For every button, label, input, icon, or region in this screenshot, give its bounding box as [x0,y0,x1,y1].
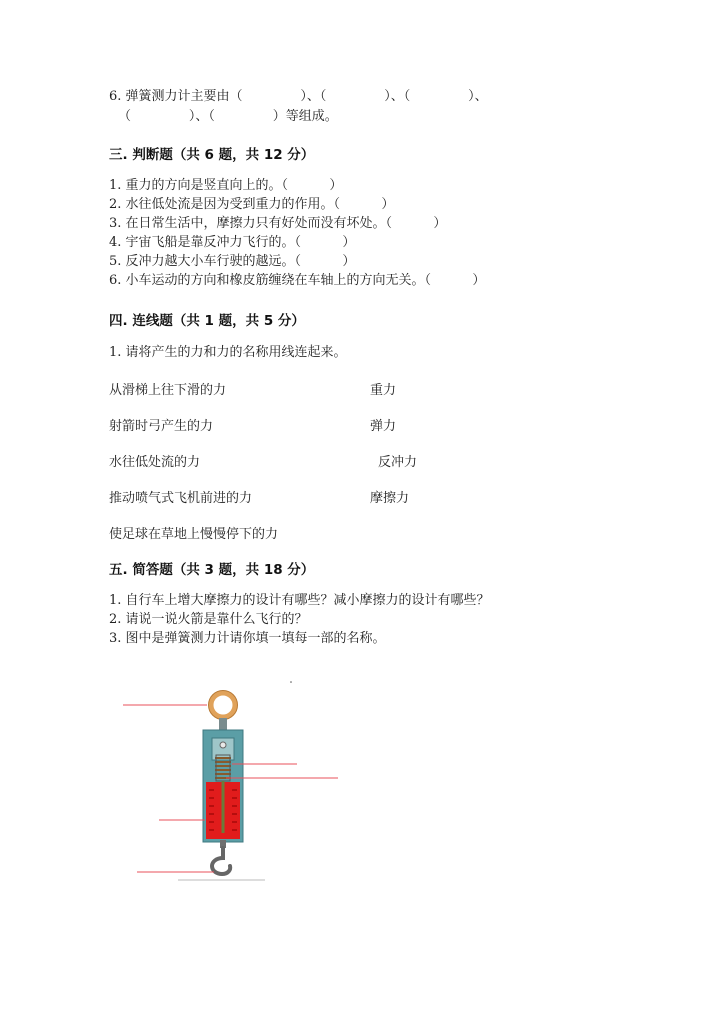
judge-item-4: 4. 宇宙飞船是靠反冲力飞行的。（ ） [109,235,356,250]
judge-item-3: 3. 在日常生活中，摩擦力只有好处而没有坏处。（ ） [109,216,447,231]
matching-left-5: 使足球在草地上慢慢停下的力 [109,527,279,542]
short-answer-1: 1. 自行车上增大摩擦力的设计有哪些？减小摩擦力的设计有哪些？ [109,593,490,608]
section-3-title: 三. 判断题（共 6 题，共 12 分） [109,147,315,163]
q6-line-1: 6. 弹簧测力计主要由（ ）、（ ）、（ ）、 [109,89,488,104]
matching-right-1: 重力 [370,383,397,398]
q6-line-2: （ ）、（ ）等组成。 [118,109,338,124]
spring-top-pin [220,742,226,748]
judge-item-5: 5. 反冲力越大小车行驶的越远。（ ） [109,254,356,269]
matching-right-4: 摩擦力 [370,491,410,506]
matching-left-2: 射箭时弓产生的力 [109,419,214,434]
judge-item-1: 1. 重力的方向是竖直向上的。（ ） [109,178,343,193]
matching-left-4: 推动喷气式飞机前进的力 [109,491,253,506]
hook-icon [212,848,230,874]
matching-left-1: 从滑梯上往下滑的力 [109,383,227,398]
short-answer-3: 3. 图中是弹簧测力计请你填一填每一部的名称。 [109,631,386,646]
judge-item-6: 6. 小车运动的方向和橡皮筋缠绕在车轴上的方向无关。（ ） [109,273,486,288]
judge-item-2: 2. 水往低处流是因为受到重力的作用。（ ） [109,197,395,212]
matching-right-3: 反冲力 [378,455,418,470]
stray-dot [290,681,292,683]
pointer-rod [222,781,225,833]
ring-icon [211,693,235,717]
section-5-title: 五. 简答题（共 3 题，共 18 分） [109,562,315,578]
section-4-title: 四. 连线题（共 1 题，共 5 分） [109,313,305,329]
short-answer-2: 2. 请说一说火箭是靠什么飞行的？ [109,612,308,627]
matching-question: 1. 请将产生的力和力的名称用线连起来。 [109,345,347,360]
scale-window [212,738,234,760]
matching-left-3: 水往低处流的力 [109,455,201,470]
matching-right-2: 弹力 [370,419,397,434]
